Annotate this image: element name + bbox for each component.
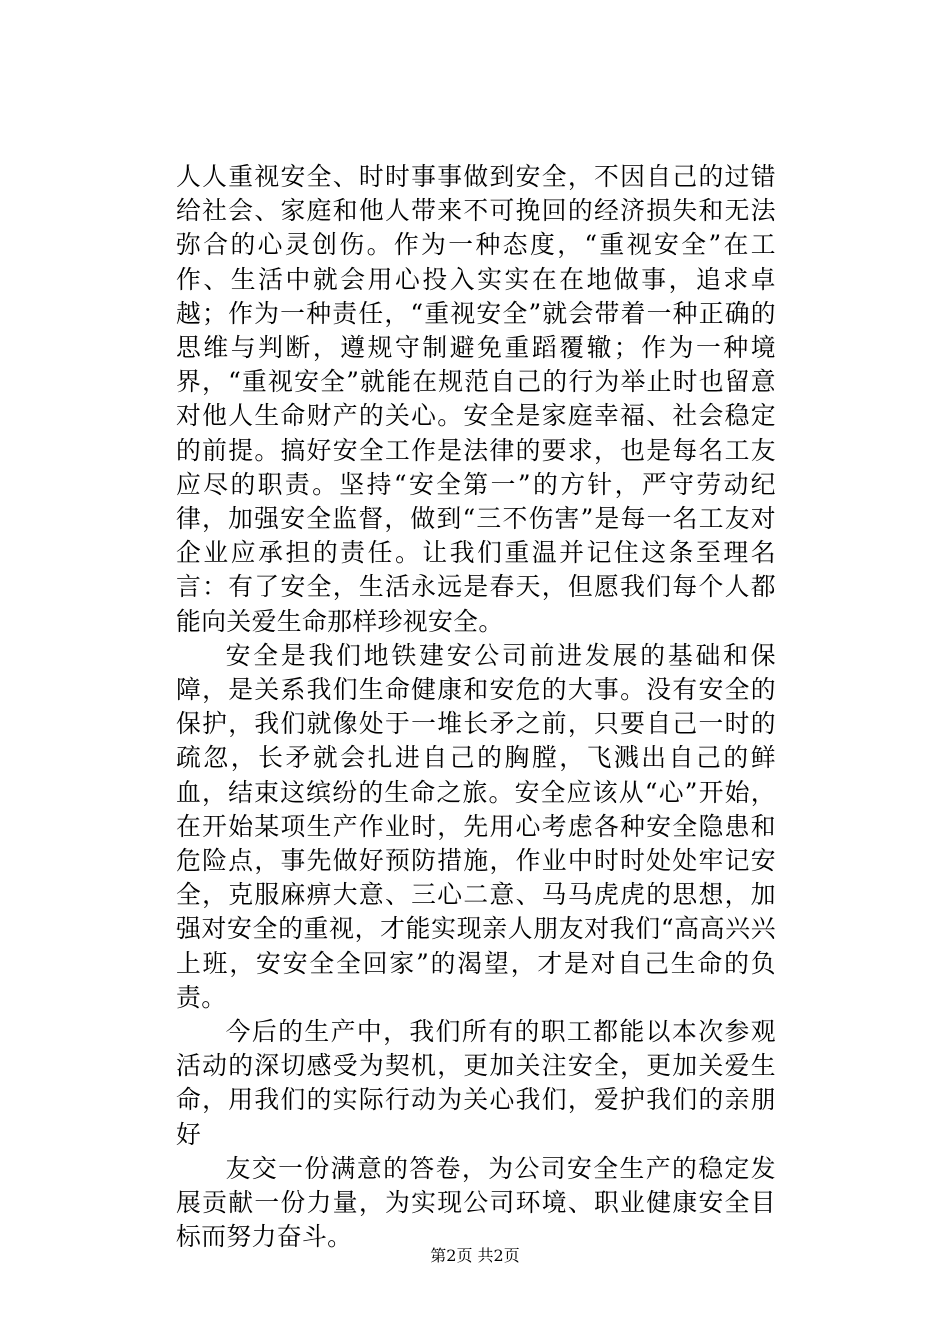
page-number-footer: 第2页 共2页 <box>430 1246 520 1265</box>
document-body <box>176 160 776 1255</box>
paragraph-4: 友交一份满意的答卷，为公司安全生产的稳定发展贡献一份力量，为实现公司环境、职业健康安全目标而努力奋斗。 <box>176 1153 776 1252</box>
paragraph-3: 今后的生产中，我们所有的职工都能以本次参观活动的深切感受为契机，更加关注安全，更加关爱生命，用我们的实际行动为关心我们，爱护我们的亲朋好 <box>176 1017 776 1149</box>
paragraph-1: 人人重视安全、时时事事做到安全，不因自己的过错给社会、家庭和他人带来不可挽回的经济损失和无法弥合的心灵创伤。作为一种态度，“重视安全”在工作、生活中就会用心投入实实在在地做事，追求卓越；作为一种责任，“重视安全”就会带着一种正确的思维与判断，遵规守制避免重蹈覆辙；作为一种境界，“重视安全”就能在规范自己的行为举止时也留意对他人生命财产的关心。安全是家庭幸福、社会稳定的前提。搞好安全工作是法律的要求，也是每名工友应尽的职责。坚持“安全第一”的方针，严守劳动纪律，加强安全监督，做到“三不伤害”是每一名工友对企业应承担的责任。让我们重温并记住这条至理名言：有了安全，生活永远是春天，但愿我们每个人都能向关爱生命那样珍视安全。 <box>176 162 776 636</box>
paragraph-2: 安全是我们地铁建安公司前进发展的基础和保障，是关系我们生命健康和安危的大事。没有安全的保护，我们就像处于一堆长矛之前，只要自己一时的疏忽，长矛就会扎进自己的胸膛，飞溅出自己的鲜血，结束这缤纷的生命之旅。安全应该从“心”开始，在开始某项生产作业时，先用心考虑各种安全隐患和危险点，事先做好预防措施，作业中时时处处牢记安全，克服麻痹大意、三心二意、马马虎虎的思想，加强对安全的重视，才能实现亲人朋友对我们“高高兴兴上班，安安全全回家”的渴望，才是对自己生命的负责。 <box>176 640 776 1012</box>
